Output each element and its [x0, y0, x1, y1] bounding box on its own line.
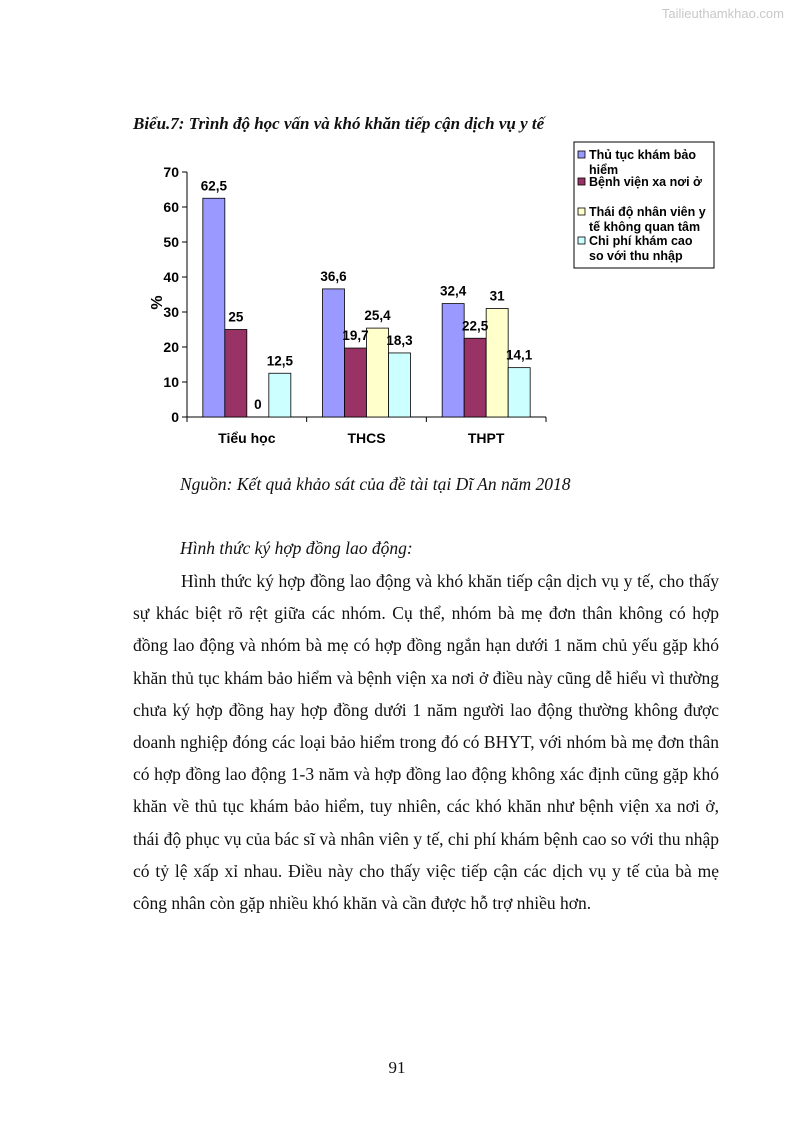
data-label: 14,1	[506, 347, 533, 363]
x-category-label: Tiểu học	[218, 430, 276, 446]
bar	[442, 304, 464, 417]
figure-title: Biểu.7: Trình độ học vấn và khó khăn tiếp cận dịch vụ y tế	[133, 114, 545, 133]
legend-label: tế không quan tâm	[589, 220, 701, 234]
data-label: 62,5	[200, 178, 227, 194]
bar	[269, 373, 291, 417]
bar	[508, 368, 530, 417]
y-tick-label: 20	[163, 339, 179, 355]
bar	[464, 338, 486, 417]
data-label: 0	[254, 397, 262, 412]
legend-label: Bệnh viện xa nơi ở	[589, 175, 702, 189]
data-label: 22,5	[462, 318, 489, 334]
bar	[345, 348, 367, 417]
y-tick-label: 10	[163, 374, 179, 390]
page-number: 91	[388, 1058, 406, 1077]
body-paragraph: Hình thức ký hợp đồng lao động và khó khăn tiếp cận dịch vụ y tế, cho thấy sự khác biệt rõ rệt giữa các nhóm. Cụ thể, nhóm bà mẹ đơn thân không có hợp đồng lao động và nhóm bà mẹ có hợp đồng ngắn hạn dưới 1 năm chủ yếu gặp khó khăn thủ tục khám bảo hiểm và bệnh viện xa nơi ở điều này cũng dễ hiểu vì thường chưa ký hợp đồng hay hợp đồng dưới 1 năm người lao động thường không được doanh nghiệp đóng các loại bảo hiểm trong đó có BHYT, với nhóm bà mẹ đơn thân có hợp đồng lao động 1-3 năm và hợp đồng lao động không xác định cũng gặp khó khăn về thủ tục khám bảo hiểm, tuy nhiên, các khó khăn như bệnh viện xa nơi ở, thái độ phục vụ của bác sĩ và nhân viên y tế, chi phí khám bệnh cao so với thu nhập có tỷ lệ xấp xỉ nhau. Điều này cho thấy việc tiếp cận các dịch vụ y tế của bà mẹ công nhân còn gặp nhiều khó khăn và cần được hỗ trợ nhiều hơn.	[133, 571, 719, 914]
y-tick-label: 0	[171, 409, 179, 425]
legend-swatch	[578, 208, 585, 215]
legend-label: Thái độ nhân viên y	[589, 205, 706, 219]
legend-swatch	[578, 151, 585, 158]
bar-chart	[140, 140, 720, 460]
watermark: Tailieuthamkhao.com	[661, 6, 784, 21]
y-tick-label: 40	[163, 269, 179, 285]
data-label: 36,6	[320, 268, 347, 284]
source-note: Nguồn: Kết quả khảo sát của đề tài tại Dĩ An năm 2018	[180, 474, 571, 494]
data-label: 31	[489, 288, 505, 304]
data-label: 25	[228, 309, 244, 325]
x-category-label: THPT	[467, 430, 505, 446]
bar	[225, 330, 247, 418]
y-tick-label: 60	[163, 199, 179, 215]
bar	[367, 328, 389, 417]
bar	[486, 309, 508, 418]
bar	[323, 289, 345, 417]
y-tick-label: 50	[163, 234, 179, 250]
y-tick-label: 30	[163, 304, 179, 320]
section-heading: Hình thức ký hợp đồng lao động:	[180, 538, 413, 558]
chart-legend	[574, 142, 714, 268]
legend-label: hiểm	[589, 163, 619, 177]
legend-label: Chi phí khám cao	[589, 234, 693, 248]
bar	[203, 198, 225, 417]
legend-swatch	[578, 178, 585, 185]
legend-swatch	[578, 237, 585, 244]
data-label: 12,5	[266, 353, 293, 369]
bar	[389, 353, 411, 417]
data-label: 32,4	[440, 283, 467, 299]
x-category-label: THCS	[347, 430, 386, 446]
legend-label: Thủ tục khám bảo	[589, 148, 696, 162]
legend-label: so với thu nhập	[589, 249, 683, 263]
y-tick-label: 70	[163, 164, 179, 180]
data-label: 18,3	[386, 332, 413, 348]
y-axis-title: %	[149, 295, 166, 310]
data-label: 25,4	[364, 308, 391, 324]
data-label: 19,7	[342, 328, 369, 344]
